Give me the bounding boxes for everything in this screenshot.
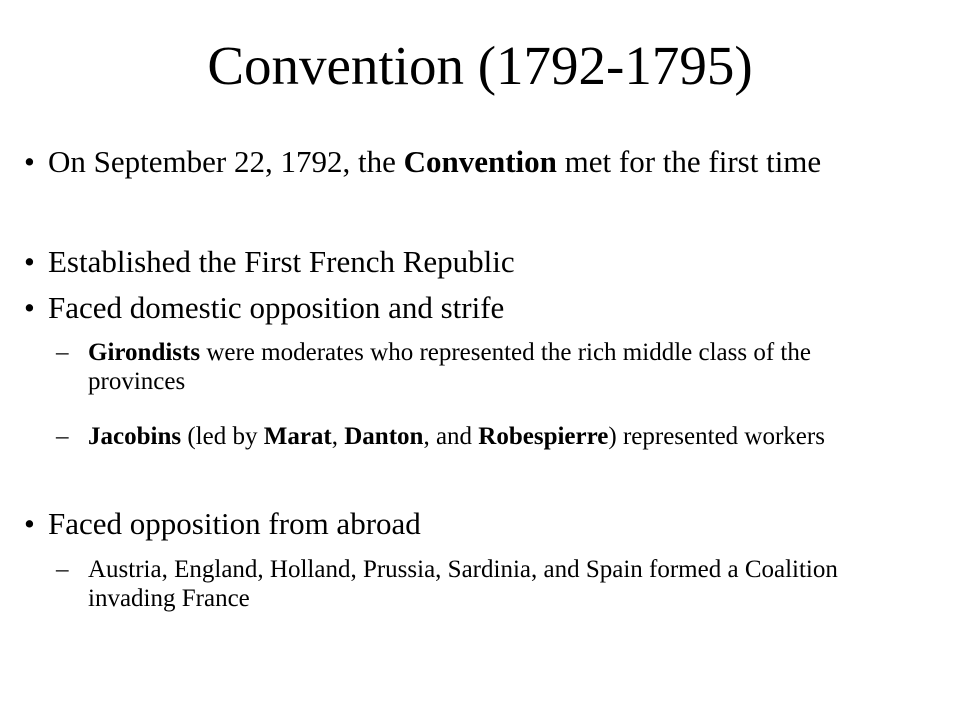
bullet-text: (led by bbox=[181, 423, 264, 450]
bold-term: Robespierre bbox=[478, 423, 609, 450]
bullet-text: met for the first time bbox=[556, 144, 822, 179]
bullet-item bbox=[24, 144, 878, 180]
sub-bullet-item bbox=[56, 422, 908, 451]
bullet-text: , bbox=[331, 423, 345, 450]
dash-marker: – bbox=[56, 339, 69, 366]
bullet-text: On September 22, 1792, the bbox=[48, 144, 404, 179]
bullet-text: Faced opposition from abroad bbox=[48, 506, 421, 541]
bullet-text: , and bbox=[423, 423, 479, 450]
bullet-text: Faced domestic opposition and strife bbox=[48, 290, 505, 325]
bold-term: Marat bbox=[263, 423, 332, 450]
bold-term: Girondists bbox=[88, 339, 201, 366]
sub-bullet-item bbox=[56, 338, 908, 396]
bold-term: Danton bbox=[344, 423, 424, 450]
bullet-item bbox=[24, 506, 878, 542]
bullet-item bbox=[24, 290, 878, 326]
bullet-marker: • bbox=[24, 144, 35, 179]
bullet-marker: • bbox=[24, 290, 35, 325]
bullet-text: Established the First French Republic bbox=[48, 244, 515, 279]
bullet-marker: • bbox=[24, 506, 35, 541]
bold-term: Convention bbox=[403, 144, 557, 179]
sub-bullet-item bbox=[56, 555, 908, 613]
dash-marker: – bbox=[56, 556, 69, 583]
slide-title: Convention (1792-1795) bbox=[207, 35, 753, 96]
dash-marker: – bbox=[56, 423, 69, 450]
bullet-text: Austria, England, Holland, Prussia, Sardinia, and Spain formed a Coalition invading France bbox=[88, 556, 838, 612]
bullet-text: were moderates who represented the rich middle class of the provinces bbox=[88, 339, 811, 395]
bold-term: Jacobins bbox=[88, 423, 182, 450]
bullet-marker: • bbox=[24, 244, 35, 279]
bullet-item bbox=[24, 244, 878, 280]
bullet-text: ) represented workers bbox=[608, 423, 825, 450]
